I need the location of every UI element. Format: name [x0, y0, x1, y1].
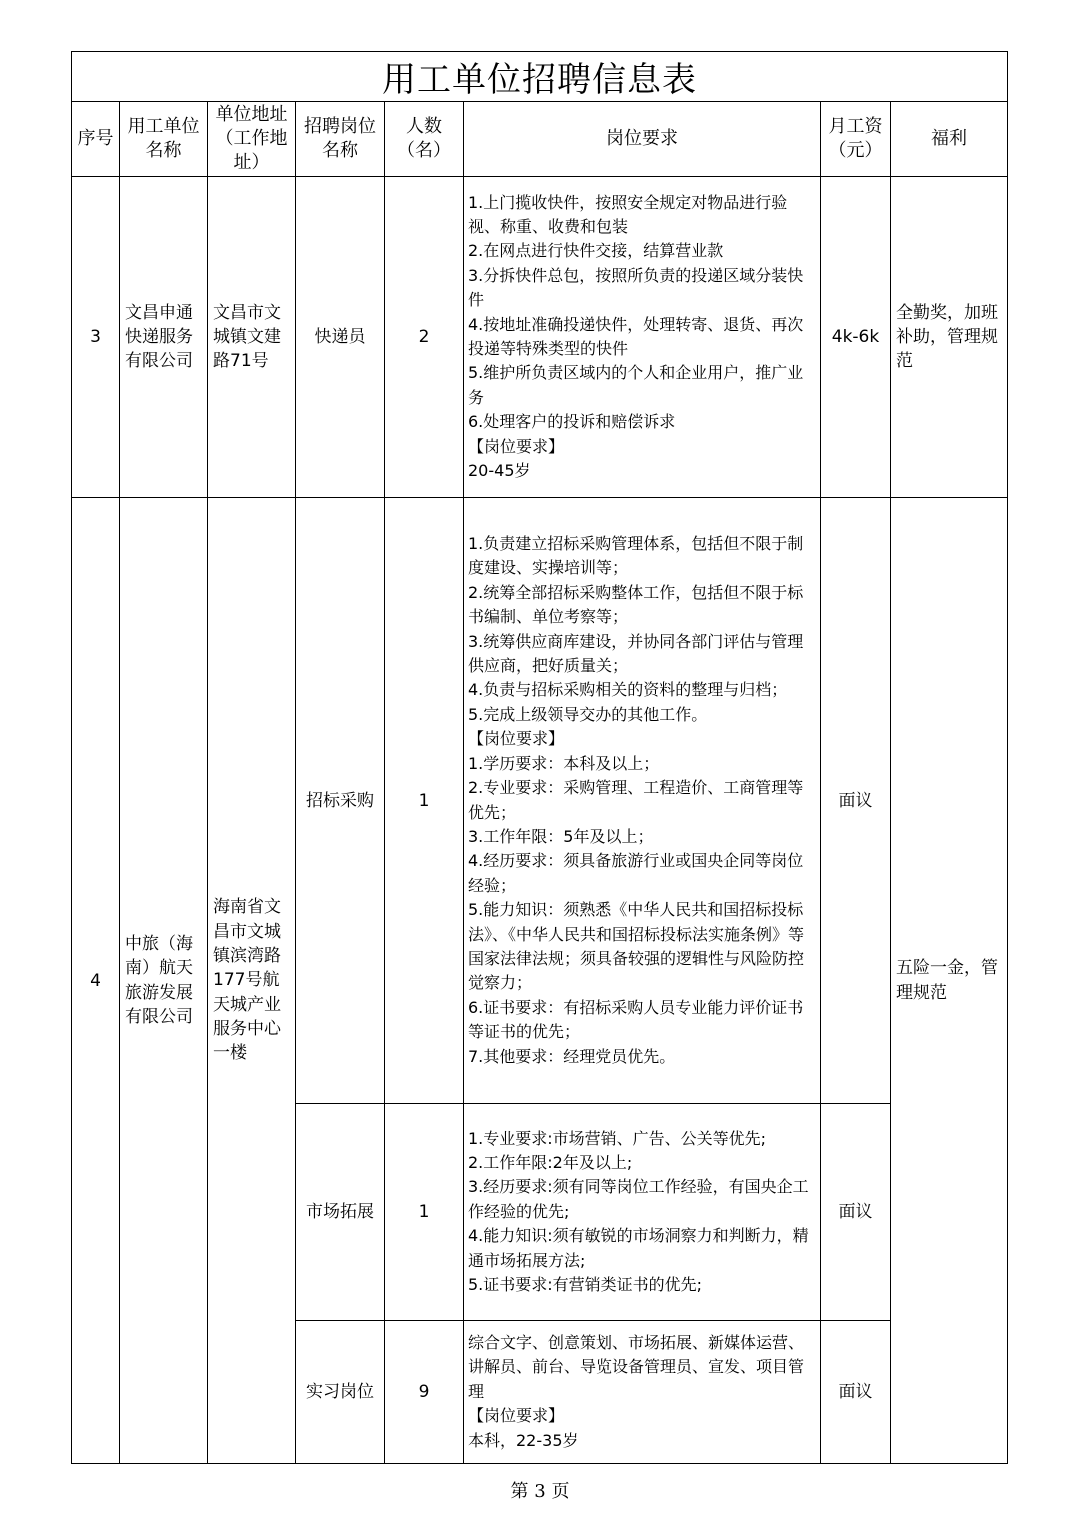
header-row — [72, 102, 1008, 177]
table-row — [72, 177, 1008, 498]
header-company: 用工单位名称 — [120, 102, 208, 177]
job1-position: 招标采购 — [296, 498, 385, 1104]
row4-seq: 4 — [72, 498, 120, 1464]
row3-salary: 4k-6k — [821, 177, 891, 498]
job1-requirements: 1.负责建立招标采购管理体系，包括但不限于制度建设、实操培训等； 2.统筹全部招标采购整体工作，包括但不限于标书编制、单位考察等； 3.统筹供应商库建设，并协同各部门评估与管理供应商，把好质量关； 4.负责与招标采购相关的资料的整理与归档； 5.完成上级领导交办的其他工作。 【岗位要求】 1.学历要求：本科及以上； 2.专业要求：采购管理、工程造价、工商管理等优先； 3.工作年限：5年及以上； 4.经历要求：须具备旅游行业或国央企同等岗位经验； 5.能力知识：须熟悉《中华人民共和国招标投标法》、《中华人民共和国招标投标法实施条例》等国家法律法规；须具备较强的逻辑性与风险防控觉察力； 6.证书要求：有招标采购人员专业能力评价证书等证书的优先； 7.其他要求：经理党员优先。 — [464, 498, 821, 1104]
header-seq: 序号 — [72, 102, 120, 177]
job1-count: 1 — [385, 498, 464, 1104]
row4-benefits: 五险一金，管理规范 — [891, 498, 1008, 1464]
row4-address: 海南省文昌市文城镇滨湾路177号航天城产业服务中心一楼 — [208, 498, 296, 1464]
table-title: 用工单位招聘信息表 — [72, 52, 1008, 102]
header-position: 招聘岗位名称 — [296, 102, 385, 177]
page-number: 第 3 页 — [510, 1481, 570, 1502]
job1-salary: 面议 — [821, 498, 891, 1104]
job2-salary: 面议 — [821, 1104, 891, 1321]
header-benefits: 福利 — [891, 102, 1008, 177]
row3-position: 快递员 — [296, 177, 385, 498]
row3-benefits: 全勤奖，加班补助，管理规范 — [891, 177, 1008, 498]
job2-position: 市场拓展 — [296, 1104, 385, 1321]
recruitment-sheet — [71, 51, 1007, 1464]
header-count: 人数（名） — [385, 102, 464, 177]
header-requirements: 岗位要求 — [464, 102, 821, 177]
header-address: 单位地址（工作地址） — [208, 102, 296, 177]
job3-position: 实习岗位 — [296, 1321, 385, 1464]
header-salary: 月工资（元） — [821, 102, 891, 177]
table-row — [72, 498, 1008, 1104]
job3-salary: 面议 — [821, 1321, 891, 1464]
row3-company: 文昌申通快递服务有限公司 — [120, 177, 208, 498]
job3-count: 9 — [385, 1321, 464, 1464]
row3-address: 文昌市文城镇文建路71号 — [208, 177, 296, 498]
row3-requirements: 1.上门揽收快件，按照安全规定对物品进行验视、称重、收费和包装 2.在网点进行快件交接，结算营业款 3.分拆快件总包，按照所负责的投递区域分装快件 4.按地址准确投递快件，处理转寄、退货、再次投递等特殊类型的快件 5.维护所负责区域内的个人和企业用户，推广业务 6.处理客户的投诉和赔偿诉求 【岗位要求】 20-45岁 — [464, 177, 821, 498]
row4-company: 中旅（海南）航天旅游发展有限公司 — [120, 498, 208, 1464]
row3-seq: 3 — [72, 177, 120, 498]
row3-count: 2 — [385, 177, 464, 498]
job2-requirements: 1.专业要求:市场营销、广告、公关等优先; 2.工作年限:2年及以上; 3.经历要求:须有同等岗位工作经验，有国央企工作经验的优先; 4.能力知识:须有敏锐的市场洞察力和判断力，精通市场拓展方法; 5.证书要求:有营销类证书的优先; — [464, 1104, 821, 1321]
job2-count: 1 — [385, 1104, 464, 1321]
recruitment-table — [71, 51, 1008, 1464]
job3-requirements: 综合文字、创意策划、市场拓展、新媒体运营、讲解员、前台、导览设备管理员、宣发、项目管理 【岗位要求】 本科，22-35岁 — [464, 1321, 821, 1464]
